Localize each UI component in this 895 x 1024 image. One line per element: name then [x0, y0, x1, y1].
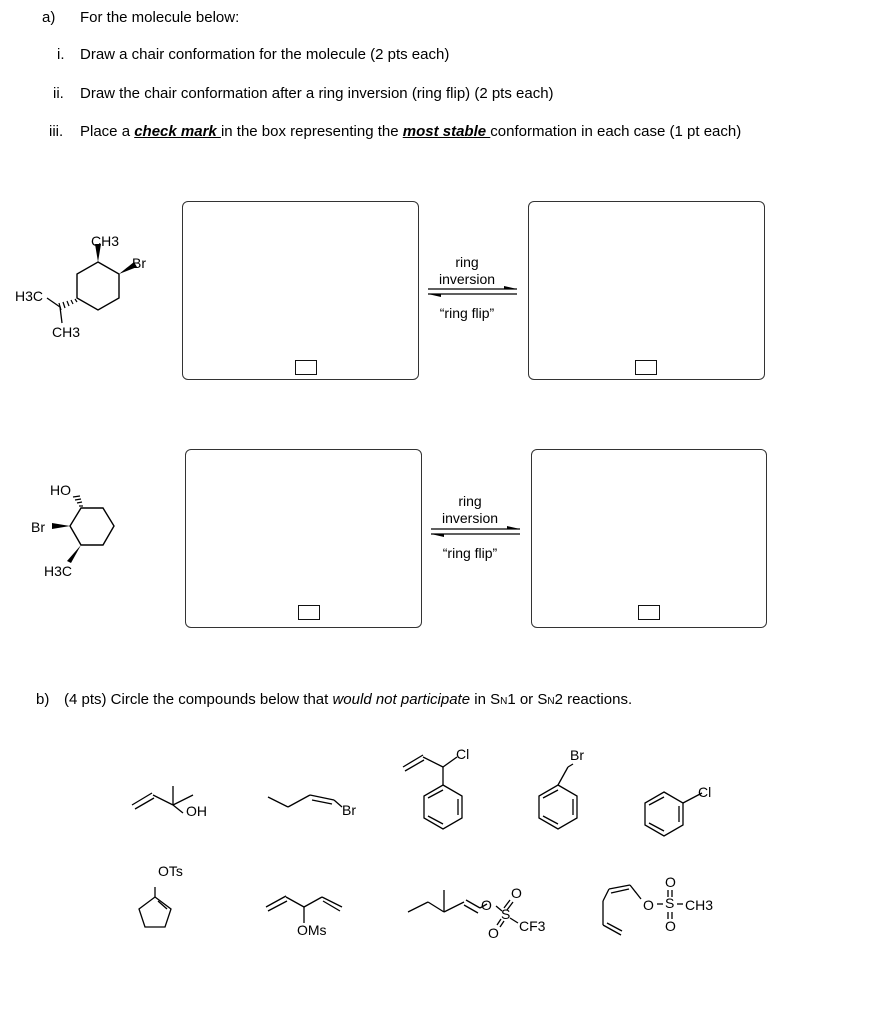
chair-drawing-box-2[interactable] — [185, 449, 422, 628]
flip-drawing-box-1[interactable] — [528, 201, 765, 380]
compound-cl-1: Cl — [456, 746, 470, 762]
part-b-question: (4 pts) Circle the compounds below that would not participate in SN1 or SN2 reactions. — [64, 691, 633, 708]
check-mark-emphasis: check mark — [134, 123, 221, 140]
equilibrium-arrows-2 — [423, 524, 528, 540]
compound-s-2: S — [665, 895, 675, 911]
checkbox-1a[interactable] — [295, 360, 317, 375]
item-ii-number: ii. — [53, 85, 64, 102]
compound-o-2: O — [511, 885, 522, 901]
compound-o-3: O — [488, 925, 499, 941]
inversion-label-1: inversion — [438, 271, 496, 287]
mol1-ch3-bottom: CH3 — [52, 324, 81, 340]
checkbox-2b[interactable] — [638, 605, 660, 620]
ring-label-1: ring — [455, 254, 479, 270]
item-i-number: i. — [57, 46, 65, 63]
chair-drawing-box-1[interactable] — [182, 201, 419, 380]
item-iii-number: iii. — [49, 123, 64, 140]
mol1-h3c: H3C — [15, 288, 44, 304]
compound-o-5: O — [665, 874, 676, 890]
compound-o-4: O — [643, 897, 654, 913]
inversion-label-2: inversion — [441, 510, 499, 526]
most-stable-emphasis: most stable — [402, 123, 491, 140]
mol2-h3c: H3C — [44, 563, 73, 579]
flip-drawing-box-2[interactable] — [531, 449, 767, 628]
compound-br-1: Br — [342, 802, 356, 818]
item-ii-text: Draw the chair conformation after a ring inversion (ring flip) (2 pts each) — [80, 85, 554, 102]
mol2-ho: HO — [50, 482, 71, 498]
compound-alkenyl-bromide — [262, 785, 352, 825]
checkbox-1b[interactable] — [635, 360, 657, 375]
compound-benzyl-bromide — [525, 750, 595, 840]
equilibrium-arrows-1 — [420, 284, 525, 300]
compound-cyclopentenyl-tosylate — [125, 875, 185, 935]
molecule-2-structure — [0, 490, 180, 590]
compound-oms: OMs — [297, 922, 327, 938]
compound-br-2: Br — [570, 747, 584, 763]
compound-o-1: O — [481, 897, 492, 913]
item-i-text: Draw a chair conformation for the molecule (2 pts each) — [80, 46, 450, 63]
mol1-ch3-top: CH3 — [91, 233, 120, 249]
mol2-br: Br — [31, 519, 45, 535]
ring-flip-label-2: “ring flip” — [442, 545, 498, 561]
compound-cf3: CF3 — [519, 918, 546, 934]
compound-o-6: O — [665, 918, 676, 934]
compound-s-1: S — [501, 906, 511, 922]
part-a-letter: a) — [42, 9, 56, 26]
compound-oh: OH — [186, 803, 207, 819]
ring-label-2: ring — [458, 493, 482, 509]
checkbox-2a[interactable] — [298, 605, 320, 620]
compound-ch3: CH3 — [685, 897, 714, 913]
mol1-br: Br — [132, 255, 146, 271]
ring-flip-label-1: “ring flip” — [439, 305, 495, 321]
item-iii-text: Place a check mark in the box representing the most stable conformation in each case (1 pt each) — [80, 123, 742, 140]
part-b-letter: b) — [36, 691, 50, 708]
part-a-prompt: For the molecule below: — [80, 9, 240, 26]
compound-ots: OTs — [158, 863, 183, 879]
compound-cl-2: Cl — [698, 784, 712, 800]
